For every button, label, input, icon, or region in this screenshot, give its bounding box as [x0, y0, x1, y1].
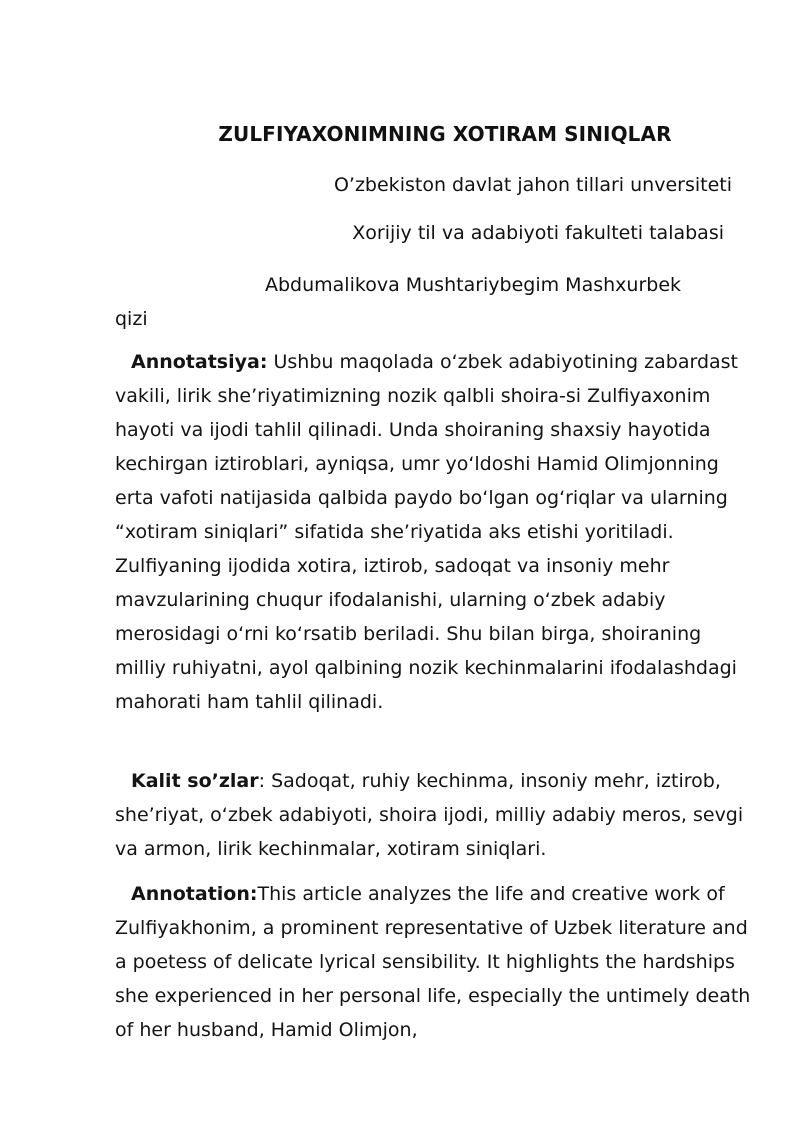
keywords-paragraph — [115, 764, 755, 866]
annotation-uz-label: Annotatsiya: — [131, 351, 268, 373]
annotation-en-label: Annotation: — [131, 883, 258, 905]
faculty-affiliation: Xorijiy til va adabiyoti fakulteti talabasi — [352, 222, 724, 244]
article-title: ZULFIYAXONIMNING XOTIRAM SINIQLAR — [218, 122, 672, 146]
keywords-text: : Sadoqat, ruhiy kechinma, insoniy mehr, iztirob, she’riyat, o‘zbek adabiyoti, shoira ijodi, milliy adabiy meros, sevgi va armon, lirik kechinmalar, xotiram siniqlari. — [115, 770, 744, 860]
annotation-uz-paragraph — [115, 345, 755, 719]
keywords-label: Kalit so’zlar — [131, 770, 259, 792]
annotation-uz-text: Ushbu maqolada o‘zbek adabiyotining zabardast vakili, lirik she’riyatimizning nozik qalbli shoira-si Zulfiyaxonim hayoti va ijodi tahlil qilinadi. Unda shoiraning shaxsiy hayotida kechirgan iztiroblari, ayniqsa, umr yo‘ldoshi Hamid Olimjonning erta vafoti natijasida qalbida paydo bo‘lgan og‘riqlar va ularning “xotiram siniqlari” sifatida she’riyatida aks etishi yoritiladi. Zulfiyaning ijodida xotira, iztirob, sadoqat va insoniy mehr mavzularining chuqur ifodalanishi, ularning o‘zbek adabiy merosidagi o‘rni ko‘rsatib beriladi. Shu bilan birga, shoiraning milliy ruhiyatni, ayol qalbining nozik kechinmalarini ifodalashdagi mahorati ham tahlil qilinadi. — [115, 351, 738, 713]
annotation-en-text: This article analyzes the life and creative work of Zulfiyakhonim, a prominent representative of Uzbek literature and a poetess of delicate lyrical sensibility. It highlights the hardships she experienced in her personal life, especially the untimely death of her husband, Hamid Olimjon, — [115, 883, 751, 1041]
annotation-en-paragraph — [115, 877, 755, 1047]
author-name: Abdumalikova Mushtariybegim Mashxurbek qizi — [115, 274, 682, 330]
university-affiliation: O’zbekiston davlat jahon tillari unversiteti — [333, 174, 732, 196]
